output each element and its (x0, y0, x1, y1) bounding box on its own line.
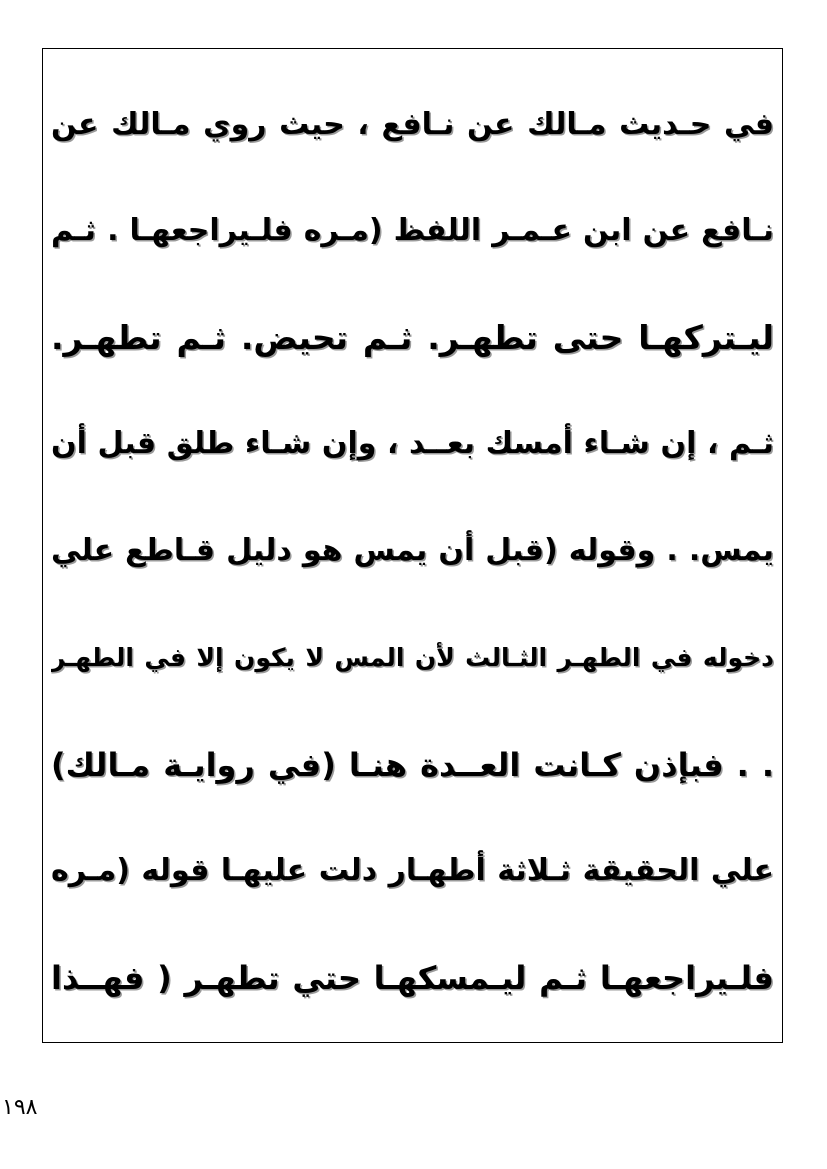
text-body (43, 49, 782, 1042)
text-line: دخوله في الطهـر الثـالث لأن المس لا يكون إلا في الطهـر (51, 643, 774, 672)
text-line: . . فبإذن كـانت العــدة هنـا (في روايـة مـالك) (51, 746, 774, 784)
page-frame (42, 48, 783, 1043)
text-line: يمس. . وقوله (قبل أن يمس هو دليل قـاطع علي (51, 533, 774, 568)
text-line: نـافع عن ابن عـمـر اللفظ (مـره فلـيراجعهـا . ثـم (51, 213, 774, 248)
text-line: ثـم ، إن شـاء أمسك بعــد ، وإن شـاء طلق قبل أن (51, 426, 774, 461)
page-number: ١٩٨ (2, 1095, 38, 1120)
text-line: علي الحقيقة ثـلاثة أطهـار دلت عليهـا قوله (مـره (51, 853, 774, 888)
text-line: فلـيراجعهـا ثـم ليـمسكهـا حتي تطهـر ( فهــذا (51, 959, 774, 997)
text-line: ليـتركهـا حتى تطهـر. ثـم تحيض. ثـم تطهـر. (51, 318, 774, 357)
text-line: في حـديث مـالك عن نـافع ، حيث روي مـالك عن (51, 107, 774, 142)
